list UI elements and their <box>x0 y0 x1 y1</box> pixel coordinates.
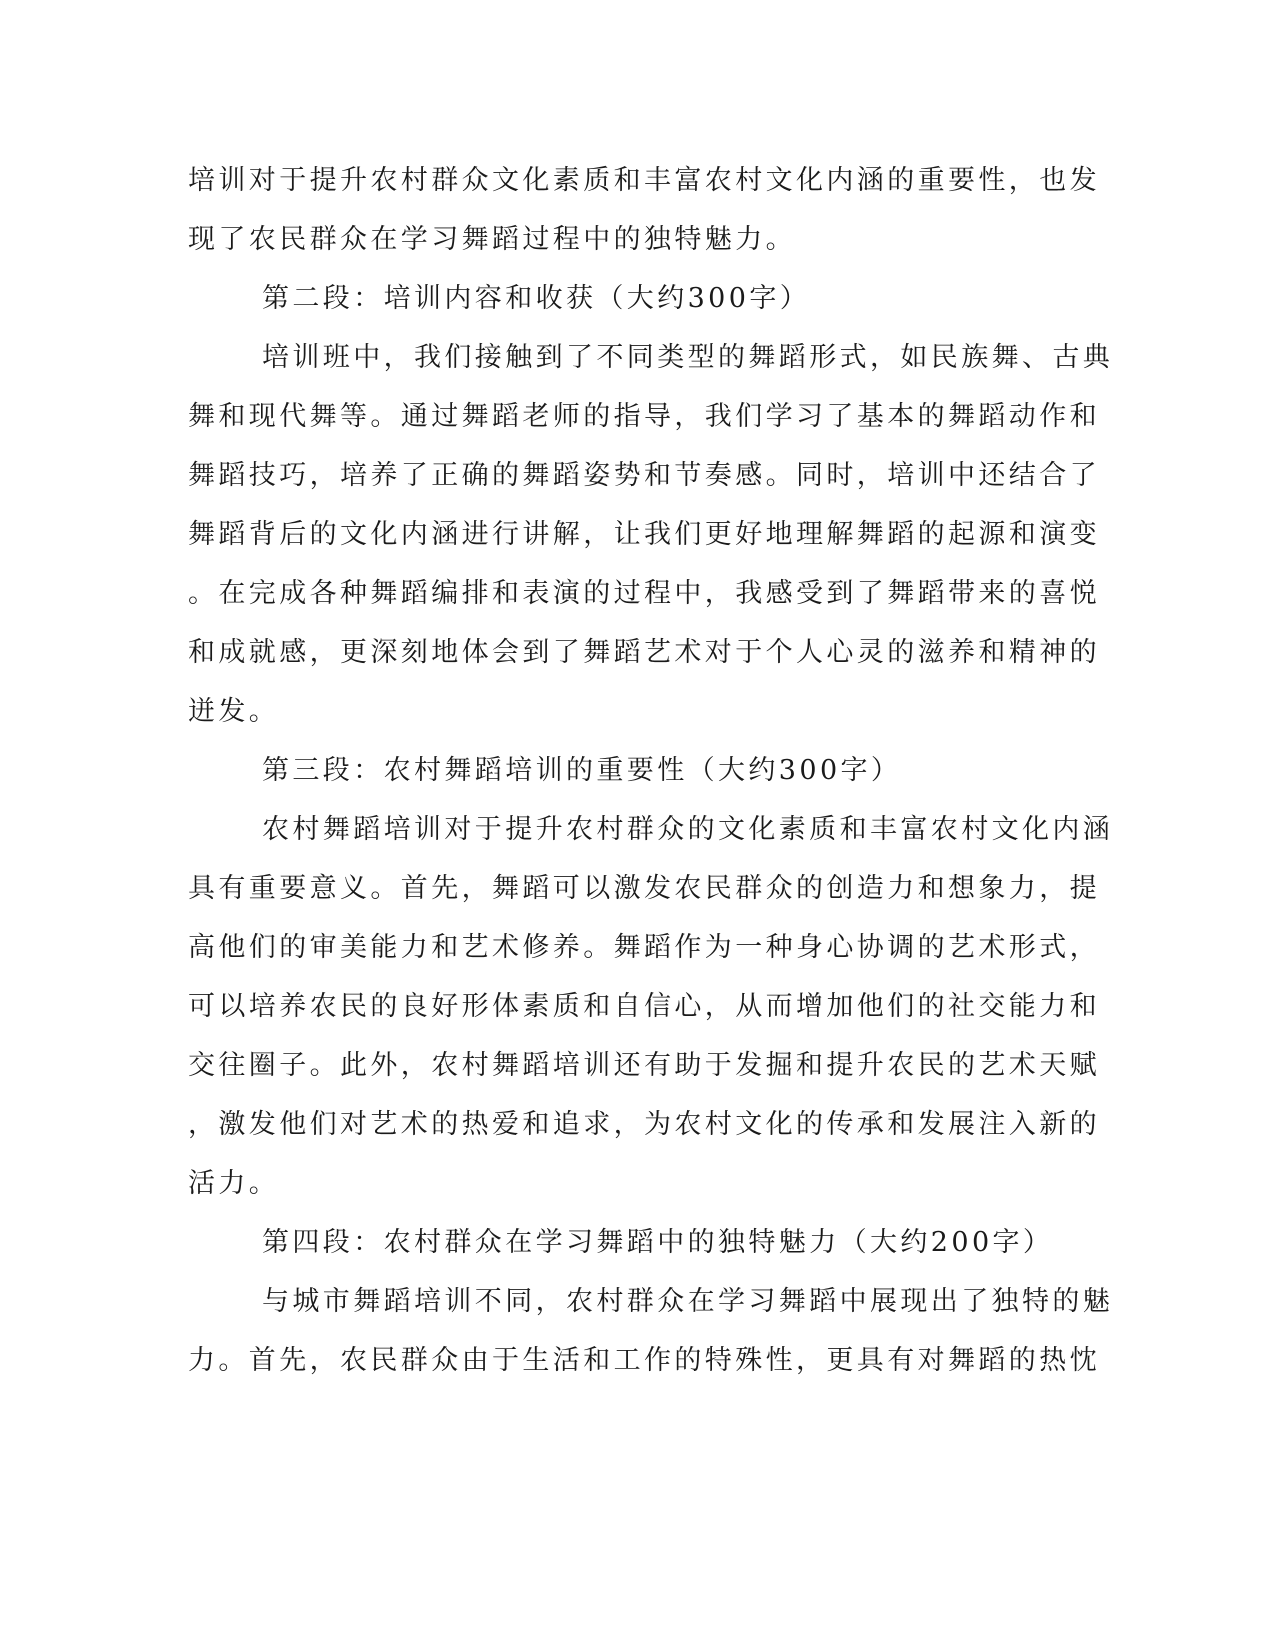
paragraph-3-line-2: 具有重要意义。首先，舞蹈可以激发农民群众的创造力和想象力，提 <box>188 873 1100 904</box>
paragraph-3-line-6: ，激发他们对艺术的热爱和追求，为农村文化的传承和发展注入新的 <box>188 1109 1100 1140</box>
section-heading-2: 第二段：培训内容和收获（大约300字） <box>262 283 811 314</box>
paragraph-4-line-2: 力。首先，农民群众由于生活和工作的特殊性，更具有对舞蹈的热忱 <box>188 1345 1100 1376</box>
paragraph-3-line-1: 农村舞蹈培训对于提升农村群众的文化素质和丰富农村文化内涵 <box>262 814 1114 845</box>
paragraph-3-line-3: 高他们的审美能力和艺术修养。舞蹈作为一种身心协调的艺术形式， <box>188 932 1100 963</box>
paragraph-2-line-6: 和成就感，更深刻地体会到了舞蹈艺术对于个人心灵的滋养和精神的 <box>188 637 1100 668</box>
paragraph-2-line-2: 舞和现代舞等。通过舞蹈老师的指导，我们学习了基本的舞蹈动作和 <box>188 401 1100 432</box>
paragraph-2-line-1: 培训班中，我们接触到了不同类型的舞蹈形式，如民族舞、古典 <box>262 342 1114 373</box>
paragraph-2-line-3: 舞蹈技巧，培养了正确的舞蹈姿势和节奏感。同时，培训中还结合了 <box>188 460 1100 491</box>
paragraph-3-line-5: 交往圈子。此外，农村舞蹈培训还有助于发掘和提升农民的艺术天赋 <box>188 1050 1100 1081</box>
paragraph-3-line-4: 可以培养农民的良好形体素质和自信心，从而增加他们的社交能力和 <box>188 991 1100 1022</box>
paragraph-4-line-1: 与城市舞蹈培训不同，农村群众在学习舞蹈中展现出了独特的魅 <box>262 1286 1114 1317</box>
paragraph-1-line-1: 培训对于提升农村群众文化素质和丰富农村文化内涵的重要性，也发 <box>188 165 1100 196</box>
section-heading-4: 第四段：农村群众在学习舞蹈中的独特魅力（大约200字） <box>262 1227 1054 1258</box>
paragraph-2-line-4: 舞蹈背后的文化内涵进行讲解，让我们更好地理解舞蹈的起源和演变 <box>188 519 1100 550</box>
paragraph-2-line-7: 迸发。 <box>188 696 280 727</box>
paragraph-1-line-2: 现了农民群众在学习舞蹈过程中的独特魅力。 <box>188 224 796 255</box>
section-heading-3: 第三段：农村舞蹈培训的重要性（大约300字） <box>262 755 902 786</box>
paragraph-2-line-5: 。在完成各种舞蹈编排和表演的过程中，我感受到了舞蹈带来的喜悦 <box>188 578 1100 609</box>
paragraph-3-line-7: 活力。 <box>188 1168 280 1199</box>
